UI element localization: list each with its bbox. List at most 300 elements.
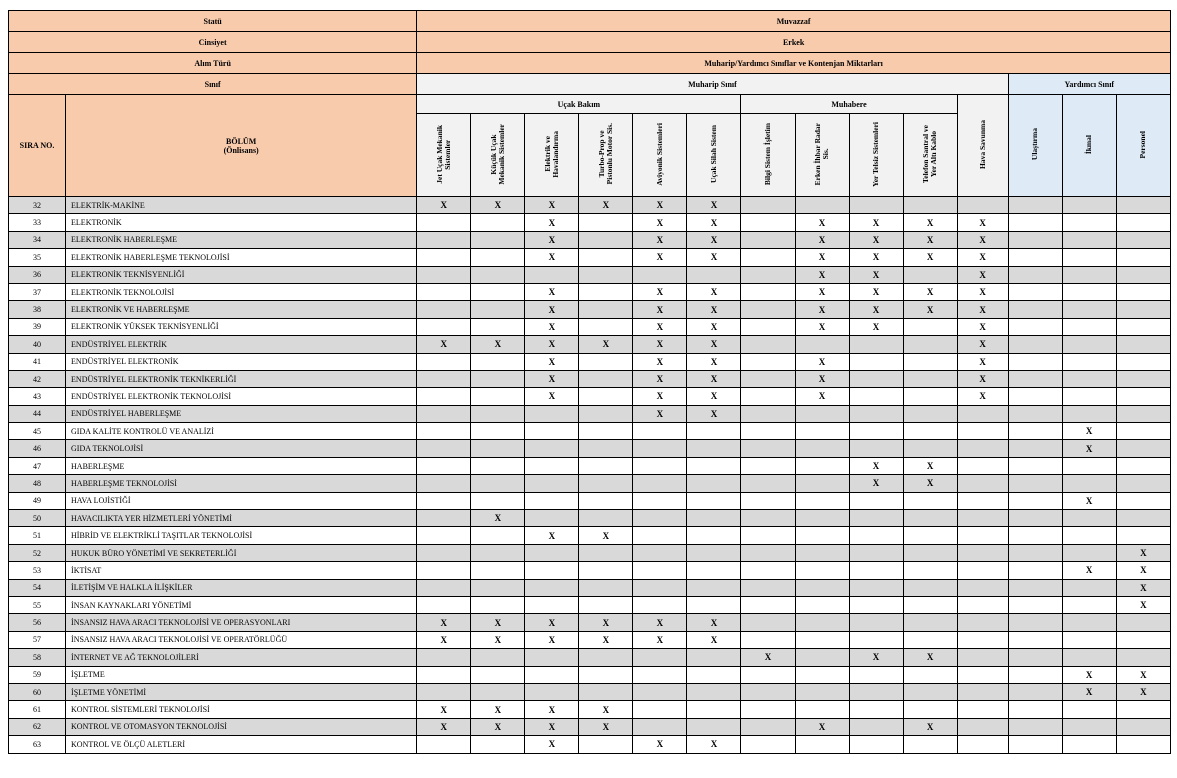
alim-turu-value: Muharip/Yardımcı Sınıflar ve Kontenjan Miktarları bbox=[417, 53, 1171, 74]
quota-cell: X bbox=[417, 718, 471, 735]
quota-cell bbox=[471, 405, 525, 422]
quota-cell bbox=[849, 562, 903, 579]
quota-cell bbox=[957, 405, 1008, 422]
table-row bbox=[9, 562, 1171, 579]
quota-cell bbox=[1062, 266, 1116, 283]
table-row bbox=[9, 701, 1171, 718]
table-row bbox=[9, 666, 1171, 683]
quota-cell bbox=[1116, 249, 1170, 266]
quota-cell bbox=[1062, 475, 1116, 492]
quota-cell bbox=[1116, 231, 1170, 248]
quota-cell bbox=[795, 405, 849, 422]
quota-cell bbox=[1008, 562, 1062, 579]
quota-cell bbox=[903, 510, 957, 527]
quota-cell bbox=[633, 440, 687, 457]
quota-cell bbox=[417, 510, 471, 527]
quota-cell bbox=[633, 718, 687, 735]
quota-cell: X bbox=[1062, 492, 1116, 509]
quota-cell bbox=[957, 718, 1008, 735]
quota-cell: X bbox=[849, 214, 903, 231]
sira-no-cell: 60 bbox=[9, 683, 66, 700]
quota-cell bbox=[957, 440, 1008, 457]
quota-cell: X bbox=[525, 614, 579, 631]
quota-cell bbox=[957, 649, 1008, 666]
quota-cell bbox=[633, 266, 687, 283]
quota-cell: X bbox=[633, 388, 687, 405]
quota-cell: X bbox=[417, 701, 471, 718]
quota-cell bbox=[849, 336, 903, 353]
quota-cell bbox=[1116, 701, 1170, 718]
sira-no-cell: 52 bbox=[9, 544, 66, 561]
quota-cell bbox=[1008, 701, 1062, 718]
quota-cell bbox=[957, 666, 1008, 683]
quota-cell bbox=[417, 683, 471, 700]
col-header-4 bbox=[633, 114, 687, 197]
quota-cell bbox=[1062, 197, 1116, 214]
quota-cell: X bbox=[633, 249, 687, 266]
bolum-cell: ELEKTRONİK HABERLEŞME TEKNOLOJİSİ bbox=[66, 249, 417, 266]
quota-cell: X bbox=[1062, 562, 1116, 579]
quota-cell bbox=[687, 718, 741, 735]
quota-cell bbox=[579, 510, 633, 527]
quota-cell: X bbox=[957, 336, 1008, 353]
quota-cell bbox=[579, 649, 633, 666]
sira-no-cell: 32 bbox=[9, 197, 66, 214]
quota-cell bbox=[471, 231, 525, 248]
quota-cell bbox=[471, 301, 525, 318]
quota-cell bbox=[1062, 527, 1116, 544]
col-header-label: Uçak Silah Sistem bbox=[708, 125, 718, 183]
table-row bbox=[9, 631, 1171, 648]
quota-cell bbox=[633, 510, 687, 527]
quota-cell bbox=[849, 492, 903, 509]
quota-cell bbox=[471, 736, 525, 753]
col-header-0 bbox=[417, 114, 471, 197]
kontenjan-table bbox=[8, 10, 1171, 754]
quota-cell: X bbox=[903, 231, 957, 248]
quota-cell bbox=[1008, 666, 1062, 683]
quota-cell: X bbox=[525, 301, 579, 318]
quota-cell: X bbox=[687, 197, 741, 214]
quota-cell bbox=[1062, 510, 1116, 527]
bolum-cell: KONTROL VE OTOMASYON TEKNOLOJİSİ bbox=[66, 718, 417, 735]
bolum-cell: HAVA LOJİSTİĞİ bbox=[66, 492, 417, 509]
quota-cell: X bbox=[1062, 440, 1116, 457]
quota-cell: X bbox=[579, 197, 633, 214]
bolum-cell: İNSAN KAYNAKLARI YÖNETİMİ bbox=[66, 596, 417, 613]
table-row bbox=[9, 649, 1171, 666]
quota-cell: X bbox=[633, 283, 687, 300]
quota-cell: X bbox=[471, 701, 525, 718]
quota-cell bbox=[849, 631, 903, 648]
quota-cell bbox=[417, 649, 471, 666]
quota-cell: X bbox=[957, 231, 1008, 248]
quota-cell bbox=[849, 197, 903, 214]
quota-cell: X bbox=[417, 336, 471, 353]
table-row bbox=[9, 283, 1171, 300]
quota-cell bbox=[687, 666, 741, 683]
quota-cell bbox=[579, 266, 633, 283]
quota-cell bbox=[741, 683, 795, 700]
sira-no-cell: 42 bbox=[9, 370, 66, 387]
sira-no-cell: 53 bbox=[9, 562, 66, 579]
quota-cell bbox=[579, 370, 633, 387]
quota-cell bbox=[1008, 266, 1062, 283]
quota-cell bbox=[471, 440, 525, 457]
quota-cell: X bbox=[525, 718, 579, 735]
quota-cell: X bbox=[687, 388, 741, 405]
quota-cell bbox=[1062, 370, 1116, 387]
quota-cell: X bbox=[1116, 544, 1170, 561]
quota-cell bbox=[1008, 318, 1062, 335]
quota-cell bbox=[741, 544, 795, 561]
quota-cell bbox=[525, 440, 579, 457]
quota-cell: X bbox=[795, 718, 849, 735]
table-row bbox=[9, 718, 1171, 735]
quota-cell bbox=[903, 370, 957, 387]
quota-cell bbox=[741, 266, 795, 283]
quota-cell: X bbox=[849, 457, 903, 474]
quota-cell: X bbox=[633, 318, 687, 335]
quota-cell bbox=[471, 492, 525, 509]
quota-cell bbox=[849, 440, 903, 457]
quota-cell bbox=[957, 562, 1008, 579]
quota-cell bbox=[417, 596, 471, 613]
quota-cell bbox=[903, 562, 957, 579]
col-header-label: Jet Uçak Mekanik Sistemler bbox=[434, 124, 452, 184]
quota-cell: X bbox=[633, 370, 687, 387]
quota-cell bbox=[1116, 492, 1170, 509]
quota-cell bbox=[1008, 492, 1062, 509]
bolum-cell: ELEKTRONİK YÜKSEK TEKNİSYENLİĞİ bbox=[66, 318, 417, 335]
quota-cell bbox=[849, 510, 903, 527]
quota-cell bbox=[1062, 631, 1116, 648]
quota-cell bbox=[471, 214, 525, 231]
quota-cell bbox=[525, 544, 579, 561]
quota-cell bbox=[525, 475, 579, 492]
quota-cell bbox=[1116, 214, 1170, 231]
quota-cell bbox=[849, 666, 903, 683]
quota-cell: X bbox=[795, 214, 849, 231]
quota-cell bbox=[633, 527, 687, 544]
sira-no-cell: 51 bbox=[9, 527, 66, 544]
bolum-cell: İKTİSAT bbox=[66, 562, 417, 579]
quota-cell bbox=[903, 318, 957, 335]
quota-cell bbox=[579, 318, 633, 335]
quota-cell: X bbox=[903, 214, 957, 231]
table-row bbox=[9, 266, 1171, 283]
col-header-13 bbox=[1116, 95, 1170, 197]
quota-cell: X bbox=[525, 197, 579, 214]
quota-cell bbox=[633, 423, 687, 440]
quota-cell bbox=[849, 423, 903, 440]
quota-cell: X bbox=[525, 631, 579, 648]
muhabere-header: Muhabere bbox=[741, 95, 957, 114]
quota-cell bbox=[957, 544, 1008, 561]
quota-cell: X bbox=[633, 614, 687, 631]
quota-cell bbox=[471, 683, 525, 700]
quota-cell bbox=[417, 562, 471, 579]
quota-cell bbox=[579, 683, 633, 700]
quota-cell: X bbox=[633, 336, 687, 353]
quota-cell bbox=[957, 579, 1008, 596]
quota-cell bbox=[417, 457, 471, 474]
quota-cell: X bbox=[687, 336, 741, 353]
quota-cell bbox=[741, 370, 795, 387]
quota-cell bbox=[633, 683, 687, 700]
quota-cell bbox=[903, 631, 957, 648]
quota-cell bbox=[1062, 457, 1116, 474]
quota-cell: X bbox=[471, 631, 525, 648]
quota-cell bbox=[525, 596, 579, 613]
quota-cell bbox=[1062, 388, 1116, 405]
quota-cell bbox=[687, 562, 741, 579]
quota-cell bbox=[417, 214, 471, 231]
quota-cell: X bbox=[1116, 596, 1170, 613]
quota-cell bbox=[1008, 457, 1062, 474]
table-row bbox=[9, 492, 1171, 509]
quota-cell bbox=[417, 266, 471, 283]
quota-cell: X bbox=[903, 249, 957, 266]
sira-no-cell: 33 bbox=[9, 214, 66, 231]
quota-cell: X bbox=[957, 214, 1008, 231]
quota-cell: X bbox=[1062, 683, 1116, 700]
quota-cell bbox=[741, 283, 795, 300]
quota-cell bbox=[1008, 249, 1062, 266]
col-header-label: İkmal bbox=[1084, 134, 1094, 155]
quota-cell bbox=[1062, 718, 1116, 735]
table-row bbox=[9, 440, 1171, 457]
quota-cell bbox=[579, 283, 633, 300]
quota-cell bbox=[1008, 440, 1062, 457]
quota-cell bbox=[471, 457, 525, 474]
quota-cell bbox=[741, 579, 795, 596]
sira-no-cell: 39 bbox=[9, 318, 66, 335]
sira-no-cell: 48 bbox=[9, 475, 66, 492]
quota-cell bbox=[417, 527, 471, 544]
quota-cell: X bbox=[687, 249, 741, 266]
muharip-sinif-header: Muharip Sınıf bbox=[417, 74, 1008, 95]
quota-cell bbox=[525, 423, 579, 440]
quota-cell bbox=[633, 475, 687, 492]
quota-cell bbox=[1116, 405, 1170, 422]
quota-cell bbox=[525, 666, 579, 683]
quota-cell bbox=[741, 388, 795, 405]
table-row bbox=[9, 197, 1171, 214]
quota-cell: X bbox=[687, 370, 741, 387]
quota-cell bbox=[741, 631, 795, 648]
bolum-cell: KONTROL SİSTEMLERİ TEKNOLOJİSİ bbox=[66, 701, 417, 718]
quota-cell: X bbox=[525, 388, 579, 405]
sira-no-cell: 61 bbox=[9, 701, 66, 718]
quota-cell: X bbox=[525, 249, 579, 266]
quota-cell bbox=[903, 197, 957, 214]
bolum-cell: GIDA KALİTE KONTROLÜ VE ANALİZİ bbox=[66, 423, 417, 440]
quota-cell bbox=[1116, 649, 1170, 666]
quota-cell bbox=[1116, 527, 1170, 544]
quota-cell bbox=[417, 475, 471, 492]
quota-cell bbox=[849, 527, 903, 544]
quota-cell bbox=[903, 544, 957, 561]
quota-cell bbox=[1062, 544, 1116, 561]
col-header-label: Küçük Uçak Mekanik Sistemler bbox=[488, 123, 506, 185]
quota-cell bbox=[741, 231, 795, 248]
table-row bbox=[9, 249, 1171, 266]
quota-cell bbox=[1008, 475, 1062, 492]
quota-cell bbox=[1116, 336, 1170, 353]
quota-cell bbox=[1008, 510, 1062, 527]
quota-cell bbox=[687, 423, 741, 440]
quota-cell bbox=[579, 214, 633, 231]
quota-cell: X bbox=[687, 631, 741, 648]
quota-cell bbox=[1062, 596, 1116, 613]
quota-cell bbox=[687, 579, 741, 596]
quota-cell bbox=[1116, 457, 1170, 474]
quota-cell bbox=[741, 527, 795, 544]
col-header-label: Ulaştırma bbox=[1030, 128, 1040, 161]
quota-cell bbox=[741, 562, 795, 579]
quota-cell: X bbox=[579, 336, 633, 353]
quota-cell bbox=[795, 666, 849, 683]
quota-cell bbox=[633, 457, 687, 474]
quota-cell bbox=[795, 475, 849, 492]
quota-cell bbox=[579, 736, 633, 753]
quota-cell: X bbox=[795, 353, 849, 370]
quota-cell bbox=[417, 579, 471, 596]
quota-cell bbox=[957, 631, 1008, 648]
quota-cell: X bbox=[417, 197, 471, 214]
quota-cell bbox=[579, 562, 633, 579]
bolum-cell: İŞLETME YÖNETİMİ bbox=[66, 683, 417, 700]
table-row bbox=[9, 614, 1171, 631]
quota-cell bbox=[1008, 631, 1062, 648]
quota-cell bbox=[741, 440, 795, 457]
bolum-cell: HABERLEŞME TEKNOLOJİSİ bbox=[66, 475, 417, 492]
col-header-11 bbox=[1008, 95, 1062, 197]
quota-cell bbox=[741, 318, 795, 335]
quota-cell bbox=[417, 353, 471, 370]
col-header-label: Yer Telsiz Sistemleri bbox=[871, 121, 881, 187]
quota-cell bbox=[417, 249, 471, 266]
quota-cell bbox=[687, 544, 741, 561]
quota-cell: X bbox=[903, 475, 957, 492]
quota-cell bbox=[795, 544, 849, 561]
bolum-cell: HİBRİD VE ELEKTRİKLİ TAŞITLAR TEKNOLOJİSİ bbox=[66, 527, 417, 544]
quota-cell: X bbox=[795, 301, 849, 318]
quota-cell bbox=[471, 649, 525, 666]
table-row bbox=[9, 457, 1171, 474]
quota-cell bbox=[1116, 370, 1170, 387]
col-header-10 bbox=[957, 95, 1008, 197]
quota-cell bbox=[633, 579, 687, 596]
quota-cell: X bbox=[1062, 666, 1116, 683]
quota-cell bbox=[849, 718, 903, 735]
quota-cell bbox=[1062, 318, 1116, 335]
quota-cell: X bbox=[525, 214, 579, 231]
quota-cell: X bbox=[471, 614, 525, 631]
quota-cell bbox=[687, 683, 741, 700]
quota-cell: X bbox=[849, 249, 903, 266]
quota-cell bbox=[417, 544, 471, 561]
quota-cell: X bbox=[417, 631, 471, 648]
quota-cell: X bbox=[849, 318, 903, 335]
quota-cell bbox=[417, 318, 471, 335]
quota-cell bbox=[741, 475, 795, 492]
quota-cell bbox=[1062, 579, 1116, 596]
sira-no-cell: 47 bbox=[9, 457, 66, 474]
quota-cell bbox=[849, 596, 903, 613]
quota-cell bbox=[957, 614, 1008, 631]
table-row bbox=[9, 336, 1171, 353]
sira-no-cell: 56 bbox=[9, 614, 66, 631]
quota-cell bbox=[795, 683, 849, 700]
sira-no-header: SIRA NO. bbox=[9, 95, 66, 197]
quota-cell bbox=[1062, 214, 1116, 231]
col-header-label: Elektrik ve Havalandırma bbox=[542, 130, 560, 178]
quota-cell bbox=[741, 301, 795, 318]
quota-cell bbox=[471, 266, 525, 283]
quota-cell bbox=[795, 527, 849, 544]
bolum-cell: ENDÜSTRİYEL ELEKTRONİK TEKNİKERLİĞİ bbox=[66, 370, 417, 387]
sinif-label: Sınıf bbox=[9, 74, 417, 95]
quota-cell bbox=[1062, 249, 1116, 266]
quota-cell bbox=[633, 544, 687, 561]
quota-cell bbox=[1008, 336, 1062, 353]
quota-cell bbox=[795, 197, 849, 214]
kontenjan-table-container bbox=[8, 10, 1171, 754]
sira-no-cell: 36 bbox=[9, 266, 66, 283]
quota-cell bbox=[741, 353, 795, 370]
quota-cell bbox=[1116, 388, 1170, 405]
quota-cell bbox=[849, 614, 903, 631]
quota-cell: X bbox=[687, 353, 741, 370]
quota-cell: X bbox=[849, 475, 903, 492]
quota-cell bbox=[957, 423, 1008, 440]
quota-cell bbox=[741, 701, 795, 718]
quota-cell: X bbox=[633, 214, 687, 231]
quota-cell bbox=[903, 527, 957, 544]
quota-cell bbox=[579, 301, 633, 318]
sira-no-cell: 49 bbox=[9, 492, 66, 509]
quota-cell: X bbox=[1116, 579, 1170, 596]
sira-no-cell: 38 bbox=[9, 301, 66, 318]
quota-cell bbox=[741, 510, 795, 527]
quota-cell bbox=[1116, 353, 1170, 370]
quota-cell bbox=[525, 492, 579, 509]
quota-cell: X bbox=[579, 527, 633, 544]
quota-cell bbox=[417, 231, 471, 248]
sira-no-cell: 46 bbox=[9, 440, 66, 457]
yardimci-sinif-header: Yardımcı Sınıf bbox=[1008, 74, 1170, 95]
quota-cell: X bbox=[633, 353, 687, 370]
quota-cell: X bbox=[633, 631, 687, 648]
quota-cell bbox=[579, 388, 633, 405]
quota-cell bbox=[1062, 614, 1116, 631]
quota-cell bbox=[957, 736, 1008, 753]
quota-cell: X bbox=[795, 231, 849, 248]
quota-cell bbox=[579, 440, 633, 457]
quota-cell bbox=[849, 405, 903, 422]
quota-cell bbox=[849, 544, 903, 561]
table-row bbox=[9, 736, 1171, 753]
quota-cell: X bbox=[525, 283, 579, 300]
quota-cell bbox=[903, 440, 957, 457]
quota-cell bbox=[417, 736, 471, 753]
quota-cell bbox=[687, 475, 741, 492]
quota-cell bbox=[687, 596, 741, 613]
col-header-label: Aviyonik Sistemleri bbox=[654, 122, 664, 186]
bolum-cell: İNSANSIZ HAVA ARACI TEKNOLOJİSİ VE OPERATÖRLÜĞÜ bbox=[66, 631, 417, 648]
